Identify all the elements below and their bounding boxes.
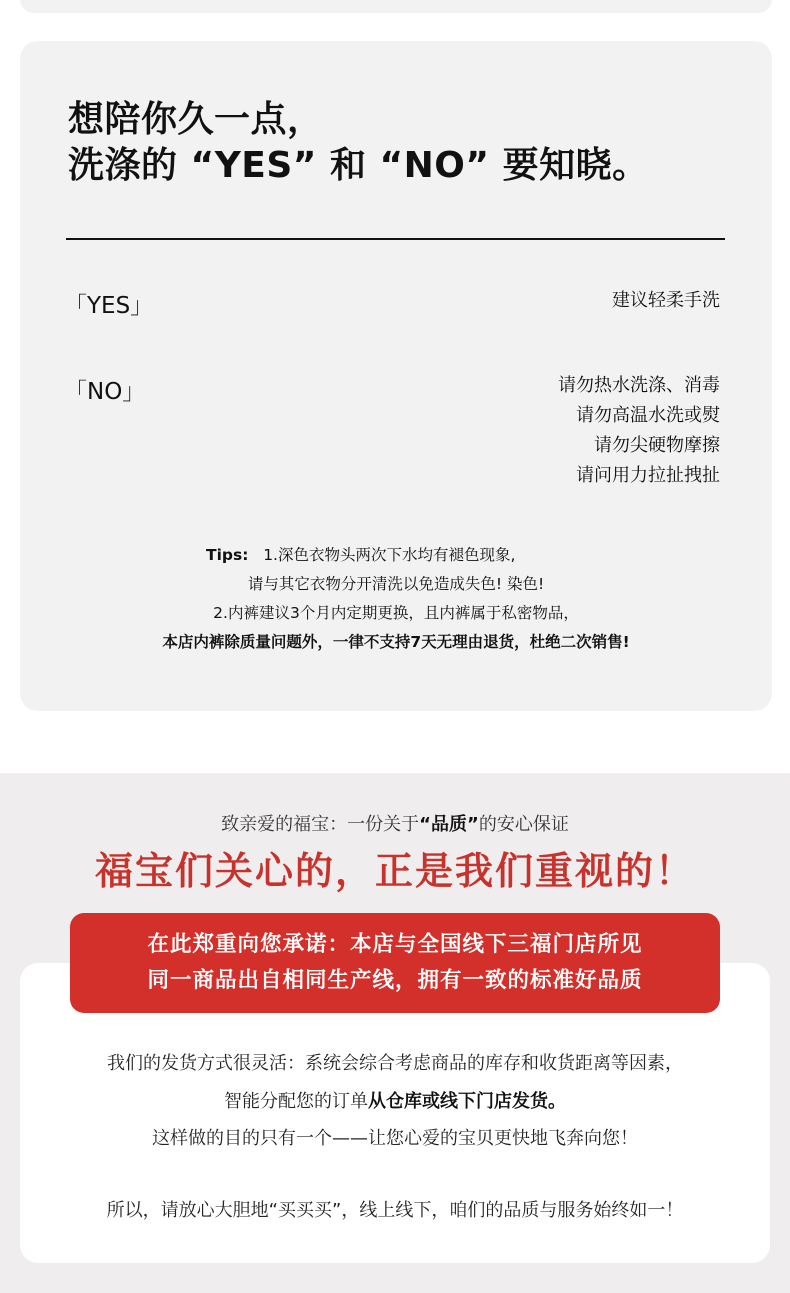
previous-section-card bbox=[20, 0, 772, 13]
quality-greeting bbox=[0, 810, 790, 836]
promise-banner bbox=[70, 913, 720, 1013]
shipping-paragraph-4: 所以，请放心大胆地“买买买”，线上线下，咱们的品质与服务始终如一！ bbox=[106, 1200, 684, 1221]
no-item: 请勿尖硬物摩擦 bbox=[594, 435, 720, 456]
tips-2a: 2.内裤建议3个月内定期更换，且内裤属于私密物品， bbox=[213, 604, 579, 622]
tips-1b: 请与其它衣物分开清洗以免造成失色! 染色! bbox=[247, 575, 545, 593]
promise-line-2: 同一商品出自相同生产线，拥有一致的标准好品质 bbox=[147, 968, 643, 993]
quality-slogan: 福宝们关心的，正是我们重视的！ bbox=[94, 849, 695, 893]
tips-block bbox=[20, 541, 772, 657]
shipping-paragraph-3: 这样做的目的只有一个——让您心爱的宝贝更快地飞奔向您！ bbox=[152, 1128, 638, 1149]
tips-row-1 bbox=[20, 541, 772, 570]
yes-item: 建议轻柔手洗 bbox=[612, 290, 720, 311]
care-headline bbox=[68, 97, 649, 189]
shipping-paragraph-2 bbox=[0, 1087, 790, 1113]
no-list bbox=[558, 371, 720, 491]
headline-divider bbox=[66, 238, 725, 240]
care-instructions-card bbox=[20, 41, 772, 711]
p2-bold: 从仓库或线下门店发货。 bbox=[368, 1091, 566, 1112]
tips-1a: 1.深色衣物头两次下水均有褪色现象, bbox=[263, 546, 516, 564]
p2-prefix: 智能分配您的订单 bbox=[224, 1091, 368, 1112]
no-item: 请勿高温水洗或熨 bbox=[576, 405, 720, 426]
no-item: 请问用力拉扯拽扯 bbox=[576, 465, 720, 486]
promise-line-1: 在此郑重向您承诺：本店与全国线下三福门店所见 bbox=[147, 932, 643, 957]
no-item: 请勿热水洗涤、消毒 bbox=[558, 375, 720, 396]
no-label: 「NO」 bbox=[64, 379, 146, 405]
headline-line-1: 想陪你久一点， bbox=[68, 99, 324, 140]
yes-list bbox=[612, 286, 720, 316]
tips-2b: 本店内裤除质量问题外，一律不支持7天无理由退货，杜绝二次销售! bbox=[162, 633, 630, 651]
greeting-bold: “品质” bbox=[419, 814, 479, 835]
tips-label: Tips: bbox=[206, 546, 249, 564]
yes-label: 「YES」 bbox=[64, 293, 154, 319]
greeting-prefix: 致亲爱的福宝：一份关于 bbox=[221, 814, 420, 835]
greeting-suffix: 的安心保证 bbox=[478, 814, 569, 835]
headline-line-2: 洗涤的 “YES” 和 “NO” 要知晓。 bbox=[68, 145, 649, 186]
shipping-paragraph-1: 我们的发货方式很灵活：系统会综合考虑商品的库存和收货距离等因素， bbox=[107, 1053, 683, 1074]
